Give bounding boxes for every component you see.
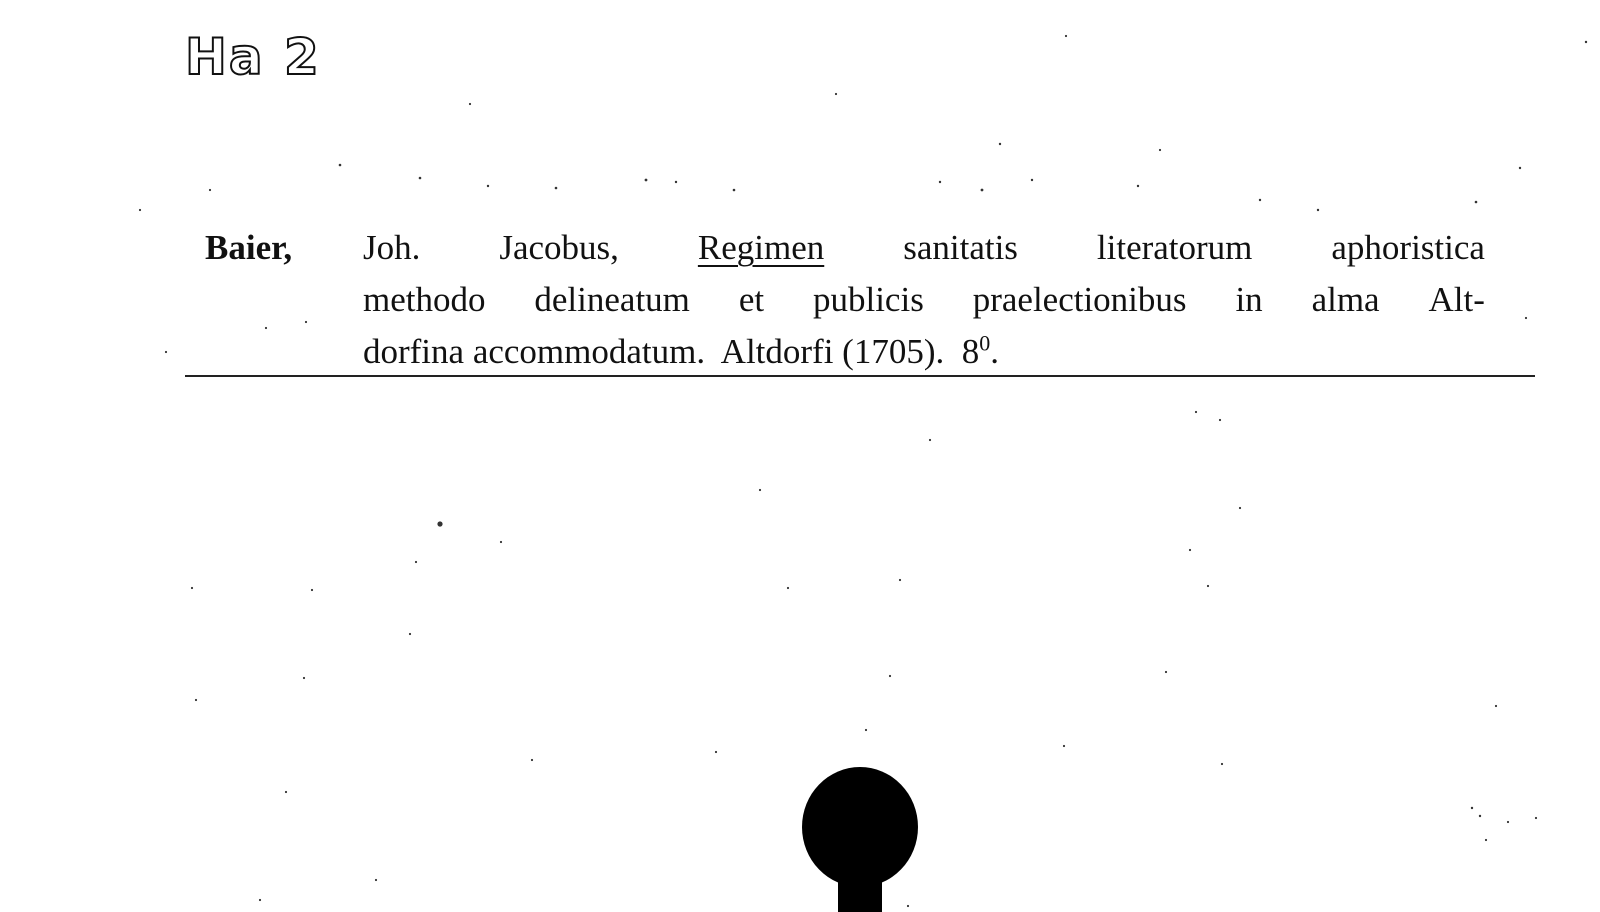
entry-word: literatorum [1096, 228, 1253, 267]
entry-word: alma [1311, 280, 1380, 319]
entry-word: publicis [812, 280, 924, 319]
horizontal-rule [185, 375, 1535, 377]
author-name: Baier, [205, 228, 293, 267]
entry-word: praelectionibus [972, 280, 1187, 319]
entry-word: et [738, 280, 765, 319]
entry-line-2 [363, 274, 1485, 326]
catalog-entry [205, 222, 1485, 378]
entry-word: Alt- [1428, 280, 1485, 319]
entry-word: aphoristica [1331, 228, 1485, 267]
entry-word: Joh. [363, 228, 421, 267]
entry-word: sanitatis [903, 228, 1018, 267]
entry-line-3 [363, 326, 1485, 378]
entry-word: methodo [363, 280, 486, 319]
entry-word: in [1235, 280, 1263, 319]
underlined-keyword: Regimen [697, 228, 825, 267]
title-words-line-1 [363, 222, 1485, 274]
entry-word: Jacobus, [499, 228, 619, 267]
punch-hole [800, 765, 920, 912]
format-end: . [990, 332, 999, 371]
entry-line-1 [205, 222, 1485, 274]
imprint-text: dorfina accommodatum. Altdorfi (1705). 8 [363, 332, 980, 371]
entry-word: delineatum [534, 280, 690, 319]
format-superscript: 0 [979, 330, 991, 356]
shelfmark-stamp: Ha 2 [185, 28, 321, 86]
